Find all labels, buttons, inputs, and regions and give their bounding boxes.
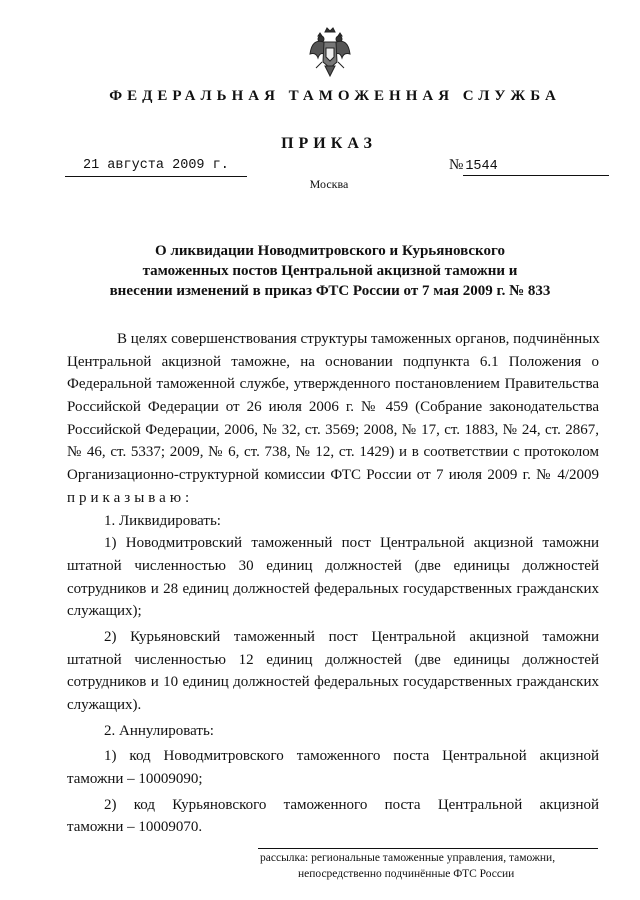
order-body (67, 328, 599, 839)
item-1-2-line: 2) Курьяновский таможенный пост Центральной акцизной таможни (104, 628, 599, 645)
item-1-1-line: штатной численностью 30 единиц должностей (две единицы должностей (67, 557, 599, 574)
item-2-heading: 2. Аннулировать: (104, 722, 214, 739)
preamble-line: Федеральной таможенной службе, утвержденного постановлением Правительства (67, 376, 599, 393)
title-line: О ликвидации Новодмитровского и Курьяновского (155, 243, 505, 259)
order-date: 21 августа 2009 г. (65, 157, 247, 177)
order-title (80, 241, 580, 301)
item-1-1-line: сотрудников и 28 единиц должностей федеральных государственных гражданских (67, 580, 599, 597)
distribution-line: рассылка: региональные таможенные управления, таможни, (260, 852, 556, 864)
preamble-line: Российской Федерации, 2006, № 32, ст. 3569; 2008, № 17, ст. 1883, № 24, ст. 2867, (67, 421, 599, 438)
preamble-line: № 46, ст. 5337; 2009, № 6, ст. 738, № 12, ст. 1429) и в соответствии с протоколом (67, 444, 599, 461)
document-type-heading: ПРИКАЗ (281, 135, 377, 152)
item-1-2-line: служащих). (67, 697, 142, 713)
coat-of-arms-emblem (308, 26, 352, 80)
item-1-2-line: сотрудников и 10 единиц должностей федеральных государственных гражданских (67, 674, 599, 691)
preamble-line: Российской Федерации от 26 июля 2006 г. № 459 (Собрание законодательства (67, 399, 599, 416)
item-2-1-line: таможни – 10009090; (67, 771, 203, 788)
item-1-1-line: 1) Новодмитровский таможенный пост Центральной акцизной таможни (104, 535, 599, 552)
distribution-line: непосредственно подчинённые ФТС России (298, 868, 515, 880)
preamble-line: В целях совершенствования структуры таможенных органов, подчинённых (117, 331, 600, 347)
item-2-2-line: таможни – 10009070. (67, 819, 203, 836)
distribution-note (258, 848, 598, 882)
title-line: таможенных постов Центральной акцизной таможни и (142, 263, 518, 279)
prikazyvayu: приказываю: (67, 489, 194, 506)
city: Москва (309, 177, 349, 191)
preamble-line: Организационно-структурной комиссии ФТС России от 7 июля 2009 г. № 4/2009 (67, 467, 599, 484)
item-1-1-line: служащих); (67, 603, 142, 620)
order-number: 1544 (463, 158, 609, 176)
order-number-block (449, 157, 609, 176)
item-1-heading: 1. Ликвидировать: (104, 512, 221, 529)
agency-name: ФЕДЕРАЛЬНАЯ ТАМОЖЕННАЯ СЛУЖБА (109, 88, 561, 104)
item-1-2-line: штатной численностью 12 единиц должностей (две единицы должностей (67, 651, 599, 668)
preamble-line: Центральной акцизной таможне, на основании подпункта 6.1 Положения о (67, 353, 599, 370)
item-2-2-line: 2) код Курьяновского таможенного поста Центральной акцизной (104, 796, 599, 813)
title-line: внесении изменений в приказ ФТС России от 7 мая 2009 г. № 833 (109, 283, 551, 299)
item-2-1-line: 1) код Новодмитровского таможенного поста Центральной акцизной (104, 748, 599, 765)
number-sign: № (449, 157, 464, 173)
